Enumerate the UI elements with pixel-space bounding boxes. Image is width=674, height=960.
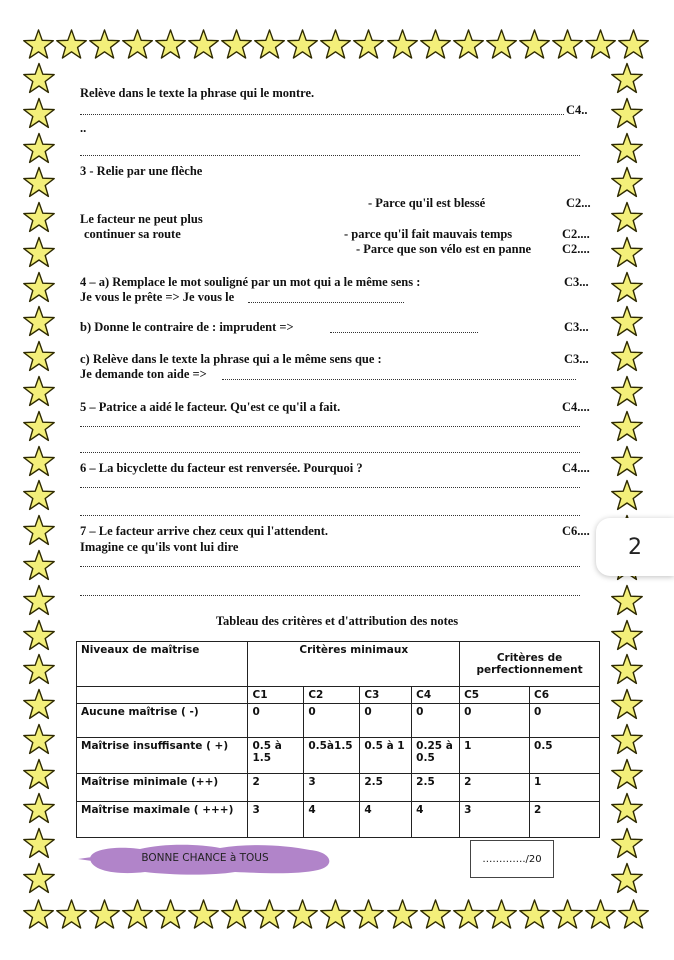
criterion-label: C4.... bbox=[562, 400, 590, 414]
answer-line[interactable] bbox=[80, 487, 580, 488]
table-cell: 0 bbox=[460, 704, 530, 738]
q6-title: 6 – La bicyclette du facteur est renversée. Pourquoi ? bbox=[80, 461, 363, 475]
criterion-label: C3... bbox=[564, 352, 589, 366]
table-cell: 0.5 à 1.5 bbox=[248, 738, 304, 774]
table-cell: 0.5 à 1 bbox=[360, 738, 412, 774]
score-box[interactable]: …………./20 bbox=[470, 840, 554, 878]
table-cell: 0 bbox=[360, 704, 412, 738]
table-cell: 0.25 à 0.5 bbox=[412, 738, 460, 774]
answer-line[interactable] bbox=[80, 595, 580, 596]
q4c-line-start: Je demande ton aide => bbox=[80, 367, 207, 381]
page-number-badge[interactable]: 2 bbox=[596, 518, 674, 576]
answer-line[interactable] bbox=[330, 332, 478, 333]
criterion-label: C3... bbox=[564, 320, 589, 334]
table-cell: 0 bbox=[412, 704, 460, 738]
answer-line[interactable] bbox=[80, 566, 580, 567]
q3-title: 3 - Relie par une flèche bbox=[80, 164, 203, 178]
table-cell: 3 bbox=[304, 774, 360, 802]
header-improvement-criteria: Critères de perfectionnement bbox=[460, 642, 600, 687]
criterion-label: C6.... bbox=[562, 524, 590, 538]
criterion-c6: C6 bbox=[530, 687, 600, 704]
q5-title: 5 – Patrice a aidé le facteur. Qu'est ce qu'il a fait. bbox=[80, 400, 341, 414]
table-cell: 0 bbox=[304, 704, 360, 738]
table-cell: 4 bbox=[412, 802, 460, 838]
table-cell: 0 bbox=[530, 704, 600, 738]
criterion-c3: C3 bbox=[360, 687, 412, 704]
criterion-c2: C2 bbox=[304, 687, 360, 704]
header-minimal-criteria: Critères minimaux bbox=[248, 642, 460, 687]
table-row bbox=[77, 774, 600, 802]
row-label: Maîtrise minimale (++) bbox=[77, 774, 248, 802]
row-label: Maîtrise maximale ( +++) bbox=[77, 802, 248, 838]
criterion-c5: C5 bbox=[460, 687, 530, 704]
table-title: Tableau des critères et d'attribution des notes bbox=[215, 614, 459, 628]
table-cell: 3 bbox=[460, 802, 530, 838]
table-cell: 2 bbox=[530, 802, 600, 838]
criterion-label: C2.... bbox=[562, 227, 590, 241]
criterion-label: C4.... bbox=[562, 461, 590, 475]
row-label: Maîtrise insuffisante ( +) bbox=[77, 738, 248, 774]
q7-title: 7 – Le facteur arrive chez ceux qui l'attendent. bbox=[80, 524, 328, 538]
q3-left-line-1: Le facteur ne peut plus bbox=[80, 212, 203, 226]
answer-line[interactable] bbox=[248, 302, 404, 303]
table-cell: 0.5 bbox=[530, 738, 600, 774]
q4a-title: 4 – a) Remplace le mot souligné par un mot qui a le même sens : bbox=[80, 275, 421, 289]
table-cell: 2 bbox=[248, 774, 304, 802]
table-cell: 2 bbox=[460, 774, 530, 802]
answer-line[interactable] bbox=[80, 452, 580, 453]
good-luck-message: BONNE CHANCE à TOUS bbox=[141, 852, 269, 864]
table-cell: 4 bbox=[304, 802, 360, 838]
q3-option-2: - parce qu'il fait mauvais temps bbox=[344, 227, 513, 241]
q4a-line-start: Je vous le prête => Je vous le bbox=[80, 290, 235, 304]
table-row bbox=[77, 802, 600, 838]
row-label: Aucune maîtrise ( -) bbox=[77, 704, 248, 738]
header-levels: Niveaux de maîtrise bbox=[77, 642, 248, 687]
empty-cell bbox=[77, 687, 248, 704]
criterion-c4: C4 bbox=[412, 687, 460, 704]
answer-line[interactable] bbox=[80, 155, 580, 156]
table-cell: 0 bbox=[248, 704, 304, 738]
answer-line-continuation: .. bbox=[80, 121, 87, 135]
q4c-title: c) Relève dans le texte la phrase qui a le même sens que : bbox=[80, 352, 382, 366]
criterion-label: C2.... bbox=[562, 242, 590, 256]
table-cell: 1 bbox=[530, 774, 600, 802]
table-cell: 0.5à1.5 bbox=[304, 738, 360, 774]
q2-instruction: Relève dans le texte la phrase qui le montre. bbox=[80, 86, 315, 100]
criterion-label: C4.. bbox=[566, 103, 588, 117]
answer-line[interactable] bbox=[80, 426, 580, 427]
q4b-title: b) Donne le contraire de : imprudent => bbox=[80, 320, 294, 334]
answer-line[interactable] bbox=[80, 114, 564, 115]
table-cell: 1 bbox=[460, 738, 530, 774]
criterion-label: C2... bbox=[566, 196, 591, 210]
answer-line[interactable] bbox=[80, 515, 580, 516]
table-row bbox=[77, 738, 600, 774]
q3-option-3: - Parce que son vélo est en panne bbox=[356, 242, 532, 256]
answer-line[interactable] bbox=[222, 379, 576, 380]
table-row bbox=[77, 704, 600, 738]
q7-subtitle: Imagine ce qu'ils vont lui dire bbox=[80, 540, 239, 554]
q3-option-1: - Parce qu'il est blessé bbox=[368, 196, 486, 210]
table-cell: 2.5 bbox=[412, 774, 460, 802]
criterion-c1: C1 bbox=[248, 687, 304, 704]
table-cell: 2.5 bbox=[360, 774, 412, 802]
q3-left-line-2: continuer sa route bbox=[84, 227, 181, 241]
table-cell: 4 bbox=[360, 802, 412, 838]
criterion-label: C3... bbox=[564, 275, 589, 289]
criteria-table bbox=[76, 641, 600, 838]
table-cell: 3 bbox=[248, 802, 304, 838]
